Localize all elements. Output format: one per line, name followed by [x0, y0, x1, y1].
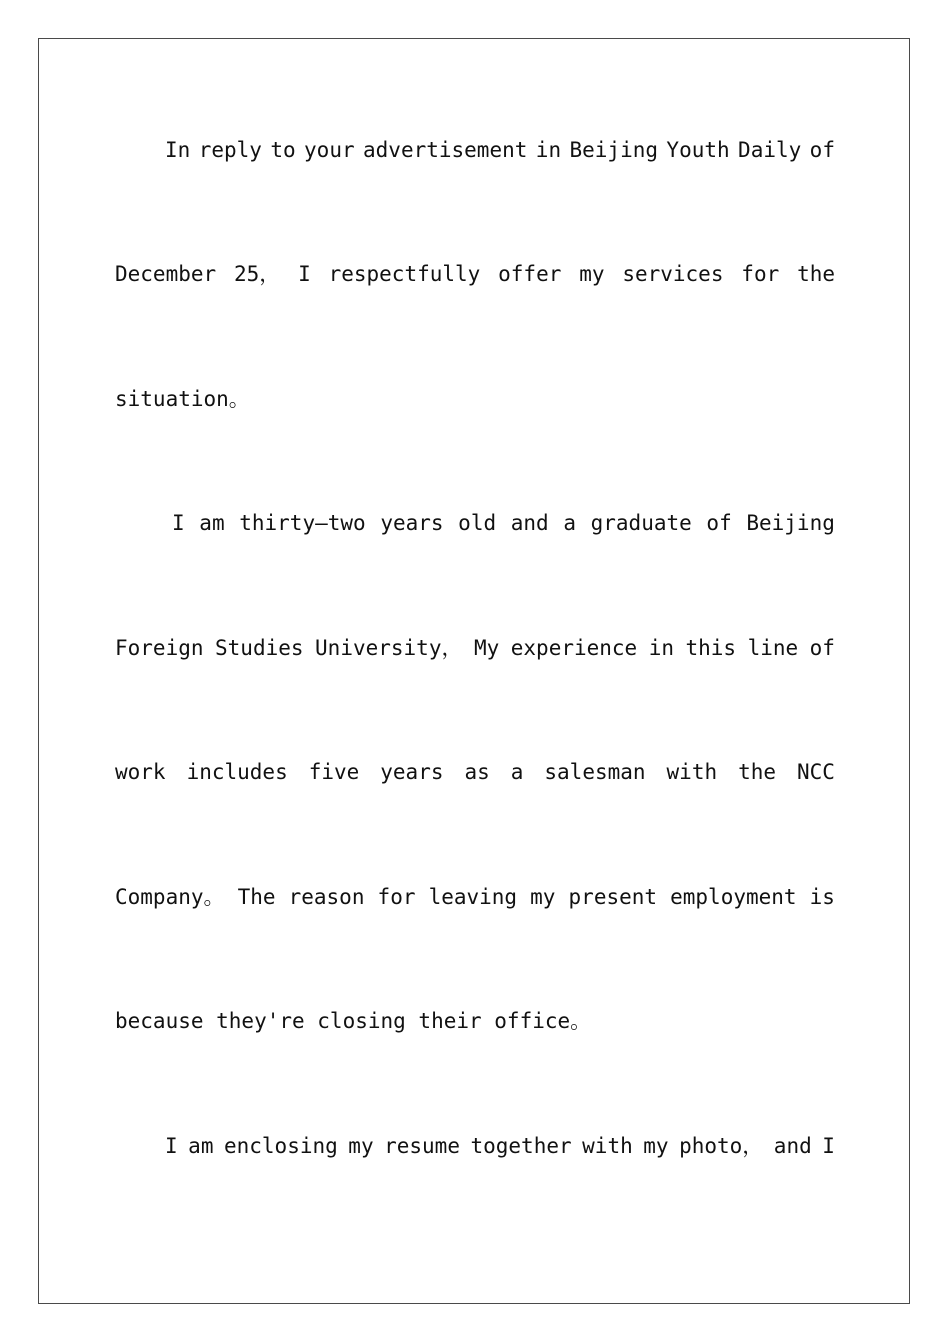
word: includes: [186, 760, 288, 784]
word: a: [563, 511, 576, 535]
word: respectfully: [328, 262, 481, 286]
word: my: [579, 262, 605, 286]
word: NCC: [797, 760, 835, 784]
word: reason: [288, 885, 365, 909]
word: 25，: [233, 262, 281, 286]
word: my: [348, 1134, 374, 1158]
word: years: [380, 760, 444, 784]
word: and: [773, 1134, 812, 1158]
word: offer: [498, 262, 562, 286]
word: Beijing: [569, 138, 659, 162]
word: reply: [198, 138, 262, 162]
word: for: [377, 885, 416, 909]
word: My: [473, 636, 500, 660]
word: employment: [670, 885, 797, 909]
paragraph-1-line-1: [165, 136, 835, 164]
word: as: [464, 760, 490, 784]
word: with: [666, 760, 718, 784]
word: the: [797, 262, 835, 286]
word: enclosing: [223, 1134, 338, 1158]
word: this: [685, 636, 737, 660]
word: University，: [315, 636, 463, 660]
word: photo，: [679, 1134, 764, 1158]
word: leaving: [428, 885, 518, 909]
paragraph-2-line-1: [172, 509, 835, 537]
word: of: [809, 636, 835, 660]
word: I: [298, 262, 311, 286]
word: Studies: [215, 636, 304, 660]
word: your: [304, 138, 355, 162]
paragraph-1-line-3: situation。: [115, 387, 250, 411]
word: with: [582, 1134, 633, 1158]
word: five: [308, 760, 360, 784]
word: Foreign: [115, 636, 204, 660]
word: graduate: [590, 511, 692, 535]
word: services: [622, 262, 724, 286]
word: line: [747, 636, 799, 660]
paragraph-2-line-3: [115, 758, 835, 786]
page-border: [38, 38, 910, 1304]
word: my: [530, 885, 556, 909]
word: December: [115, 262, 217, 286]
word: is: [809, 885, 835, 909]
word: am: [199, 511, 225, 535]
word: the: [738, 760, 777, 784]
word: I: [172, 511, 185, 535]
word: Daily: [738, 138, 802, 162]
word: I: [822, 1134, 835, 1158]
word: together: [470, 1134, 572, 1158]
word: resume: [384, 1134, 460, 1158]
word: The: [237, 885, 276, 909]
word: present: [568, 885, 658, 909]
word: of: [706, 511, 732, 535]
word: of: [809, 138, 835, 162]
word: to: [270, 138, 296, 162]
word: salesman: [544, 760, 646, 784]
word: work: [115, 760, 166, 784]
word: advertisement: [363, 138, 528, 162]
word: in: [648, 636, 674, 660]
paragraph-2-line-5: because they're closing their office。: [115, 1009, 592, 1033]
word: and: [510, 511, 549, 535]
word: In: [165, 138, 191, 162]
word: my: [643, 1134, 669, 1158]
paragraph-1-line-2: [115, 260, 835, 288]
word: Beijing: [746, 511, 835, 535]
word: I: [165, 1134, 178, 1158]
word: old: [458, 511, 497, 535]
word: thirty—two: [239, 511, 366, 535]
paragraph-3-line-1: [165, 1132, 835, 1160]
word: experience: [510, 636, 638, 660]
word: in: [535, 138, 562, 162]
word: Company。: [115, 885, 225, 909]
word: for: [741, 262, 780, 286]
paragraph-2-line-4: [115, 883, 835, 911]
word: a: [510, 760, 524, 784]
paragraph-2-line-2: [115, 634, 835, 662]
word: am: [188, 1134, 214, 1158]
word: Youth: [666, 138, 730, 162]
word: years: [380, 511, 444, 535]
